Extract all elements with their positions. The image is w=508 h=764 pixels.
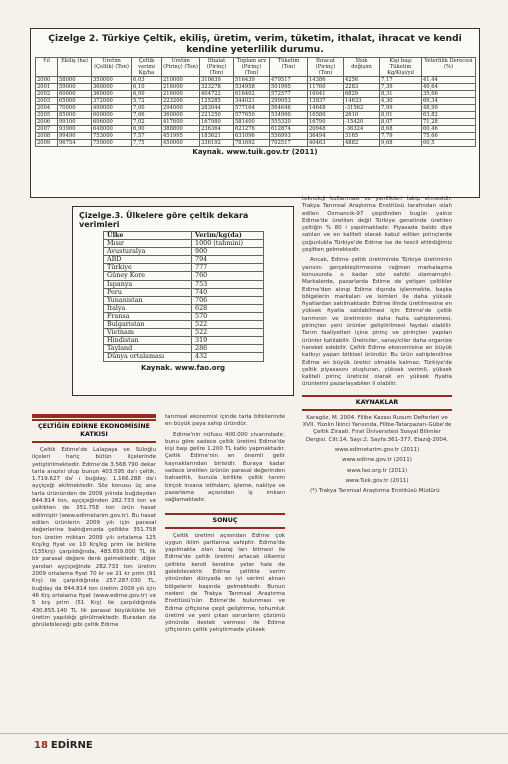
table-cell: 564646 <box>270 105 308 112</box>
table-cell: 48,99 <box>422 105 476 112</box>
paragraph: Edirne'nin nüfusu 400.000 civarındadır, bunu göre sadece çeltik üretimi Edirne'de kişi başı gelire 1.200 TL katkı yapmaktadır. Çeltik Edirne'nin en önemli gelir kaynaklarından birisidir. Buraya kadar sadece üretilen ürünün parasal değerinden bahsettik, bunula birlikte çeltik tarımı birçok insana istihdam, işleme, nakliye ve pazarlama açısından iş imkanı sağlamaktadır. <box>165 431 285 504</box>
table-cell: Mısır <box>104 240 192 248</box>
table-cell: 450000 <box>162 140 200 147</box>
paragraph: tarımsal ekonomisi içinde tarla bitkilerinde en büyük paya sahip üründür. <box>165 414 285 428</box>
table-cell: Peru <box>104 288 192 296</box>
table-cell: 577164 <box>234 105 270 112</box>
table-cell: 556993 <box>270 133 308 140</box>
table-cell: 777 <box>192 264 264 272</box>
reference-item: www.edirnetarim.gov.tr (2011) <box>334 446 420 453</box>
table-cell: 69,34 <box>422 98 476 105</box>
page-footer <box>34 740 93 751</box>
table3-box <box>72 206 294 396</box>
table-cell: 223200 <box>162 98 200 105</box>
table-cell: 534990 <box>270 112 308 119</box>
paragraph: Çeltik üretimi açısından Edirne çok uygun iklim şartlarına sahiptir. Edirne'de yapılmakta olan baraj ları bitmesi ile Edirne'de çeltik üretimi artacak ülkemiz çeltikte kendi kendine yeter hale de gelebilecektir. Edirne çeltikte verim yönünden dünyada en iyi verimi alınan bölgelerin başında gelmektedir. Bunun nedeni de Trakya Tarımsal Araştırma Enstitüsü'nün Edirne'de bulunması ve Edirne çiftçisine çeşit geliştirme, tohumluk üretimi ve yeni çıkan sorunların çözümü yönünde destek vermesi ile Edirne çiftçisinin çeltik yetiştirmede yüksek <box>165 532 285 634</box>
table-cell: 16580 <box>308 112 344 119</box>
table-cell: 4256 <box>344 77 380 84</box>
table2-box <box>30 28 480 198</box>
table2-header-cell: Üretim (Pirinç) (Ton) <box>162 58 200 77</box>
table-cell: 7,00 <box>132 105 162 112</box>
table-cell: İspanya <box>104 280 192 288</box>
table-cell: 294000 <box>162 105 200 112</box>
table-cell: 612874 <box>270 126 308 133</box>
table-cell: 451995 <box>162 133 200 140</box>
left-column <box>32 414 156 632</box>
page-number: 18 <box>34 740 48 751</box>
table-row <box>36 133 476 140</box>
table-cell: 490000 <box>92 105 132 112</box>
table-cell: 6,00 <box>132 91 162 98</box>
table-cell: 2006 <box>36 119 58 126</box>
paragraph: Ancak, Edirne çeltik üretiminde Türkiye üretiminin yarısını gerçekleştirmesine rağmen markalaşma konusunda o kadar söz sahibi olamamıştır. Markalerde, pazarlarda Edirne de yetişen çeltikler Edirne'den alınıp Edirne dışında işlenmekte, başka bölgelerin markaları ve isimleri ile daha yüksek fiyatlardan satılmaktadır. Edirne ilinde üretilmesine en yüksek fiyatla satılabilmesi için Edirne'de çeltik tarımının ve üretiminin daha fazla sahiplenmesi, pirinçten yeni ürünler geliştirilmesi faydalı olabilir. Tarım faaliyetleri içine pirinç ve pirinçten yapılan ürünler katılabilir. Üreticiler, sanayiciler daha organize hareket edebilir. Çeltik Edirne ekonomisine en büyük katkıyı yapan bitkisel üründür. Bu ürün sahiplenilirse Edirne en büyük üretici olmakla kalmaz, Türkiye'de çeltik piyasasını oluşturan, yüksek verimli, yüksek kaliteli pirinç üreticisi olarak en yüksek fiyatla ürünlerini pazarlayabilen il olabilir. <box>302 257 452 388</box>
table-cell: Hindistan <box>104 337 192 345</box>
table-cell: 7,57 <box>132 133 162 140</box>
table-cell: 125285 <box>200 98 234 105</box>
table-cell: 1000 (tahmini) <box>192 240 264 248</box>
table-cell: 501995 <box>270 84 308 91</box>
magazine-name: EDİRNE <box>50 740 93 751</box>
table-cell: 360000 <box>92 84 132 91</box>
reference-item: www.Tuik.gov.tr (2011) <box>345 477 409 484</box>
table-cell: 319 <box>192 337 264 345</box>
table-row <box>36 112 476 119</box>
table-row <box>36 105 476 112</box>
table3 <box>103 231 264 362</box>
table-row <box>36 98 476 105</box>
table-cell: 6829 <box>344 91 380 98</box>
table-cell: 14648 <box>308 105 344 112</box>
table-cell: 753 <box>192 280 264 288</box>
table-cell: 11760 <box>308 84 344 91</box>
table-cell: 702517 <box>270 140 308 147</box>
table-cell: 35,66 <box>422 91 476 98</box>
table-cell: 13937 <box>308 98 344 105</box>
table-cell: 2610 <box>344 112 380 119</box>
table-cell: 5,72 <box>132 98 162 105</box>
table-row <box>36 84 476 91</box>
table-cell: 750000 <box>92 140 132 147</box>
table-cell: 4,30 <box>380 98 422 105</box>
table-cell: 2001 <box>36 84 58 91</box>
table2-header-cell: İhracat (Pirinç) (Ton) <box>308 58 344 77</box>
table-cell: 350000 <box>92 77 132 84</box>
table-row <box>104 353 264 361</box>
table-cell: 310639 <box>200 77 234 84</box>
table-row <box>104 272 264 280</box>
table-cell: 534958 <box>234 84 270 91</box>
table-cell: 60000 <box>58 91 92 98</box>
table-row <box>36 140 476 147</box>
table-cell: 65000 <box>58 98 92 105</box>
table-cell: 794 <box>192 256 264 264</box>
table-cell: Vietnam <box>104 329 192 337</box>
table-row <box>104 296 264 304</box>
table2-header-row <box>36 58 476 77</box>
table-cell: Avusturalya <box>104 248 192 256</box>
table-cell: 60,5 <box>422 140 476 147</box>
table-cell: 96754 <box>58 140 92 147</box>
reference-item: www.fao.org.tr (2011) <box>346 467 408 474</box>
table-cell: 7,02 <box>132 119 162 126</box>
table-cell: 99490 <box>58 133 92 140</box>
table-cell: 2004 <box>36 105 58 112</box>
table-cell: 9,68 <box>380 140 422 147</box>
table-cell: 323278 <box>200 84 234 91</box>
table-row <box>104 248 264 256</box>
table-cell: 6,10 <box>132 84 162 91</box>
table-cell: 581400 <box>234 119 270 126</box>
table-cell: 40463 <box>308 140 344 147</box>
table2-header-cell: Tüketim (Ton) <box>270 58 308 77</box>
author-footnote: (*) Trakya Tarımsal Araştırma Enstitüsü Müdürü <box>310 488 440 495</box>
table2-header-cell: Stok değişim <box>344 58 380 77</box>
paragraph: teknoloji kullanması ve yenilikleri takip etmesidir. Trakya Tarımsal Araştırma Enstitüsü tarafından ıslah edilen Osmancık-97 çeşidinden bugün yalnız Edirne'de üretilen değil Türkiye genelinde üretilen çeltiğin % 80 i yapılmaktadır. Piyasada baldo diye satılan ve en kaliteli olarak kabul edilen pirinçlerde çoğunlukla Türkiye'de Edirne ise de tescil ettirdiğimiz çeşitten gelmektedir. <box>302 196 452 254</box>
section-heading-economy: ÇELTİĞİN EDİRNE EKONOMİSİNE KATKISI <box>32 419 156 443</box>
table-cell: 7,06 <box>132 112 162 119</box>
table2 <box>35 57 476 147</box>
table-cell: 2005 <box>36 112 58 119</box>
table3-header-cell: Ülke <box>104 232 192 240</box>
table-cell: 85000 <box>58 112 92 119</box>
table-cell: 479517 <box>270 77 308 84</box>
table-cell: 570 <box>192 312 264 320</box>
table-cell: 616402 <box>234 91 270 98</box>
table-cell: 4882 <box>344 140 380 147</box>
table-cell: ABD <box>104 256 192 264</box>
table3-title: Çizelge.3. Ülkelere göre çeltik dekara verimleri <box>79 211 249 229</box>
table-cell: 59000 <box>58 84 92 91</box>
section-heading-references: KAYNAKLAR <box>302 395 452 411</box>
reference-item: Karagöz, M. 2004. Filibe Kazası Rusum Defterleri ve XVII. Yüzılın İkinci Yarısında, Filibe-Tatarpazarı-Gübe'de Çeltik Ziraati. Fırat Üniversitesi Sosyal Bilimler Dergisi. Cilt:14, Sayı:2, Sayfa:361-377, Elazığ-2004. <box>302 414 452 443</box>
table-cell: 41,44 <box>422 77 476 84</box>
table-cell: 210000 <box>162 77 200 84</box>
table-cell: Tayland <box>104 345 192 353</box>
table-cell: 40,64 <box>422 84 476 91</box>
table-row <box>104 280 264 288</box>
table-cell: 221250 <box>200 112 234 119</box>
table2-header-cell: Çeltik verimi Kg/ha <box>132 58 162 77</box>
table-cell: 216000 <box>162 91 200 98</box>
table2-header-cell: Yıl <box>36 58 58 77</box>
table-cell: 628 <box>192 304 264 312</box>
table-row <box>36 126 476 133</box>
table-cell: 360000 <box>92 91 132 98</box>
table-cell: 60,46 <box>422 126 476 133</box>
table-cell: Dünya ortalaması <box>104 353 192 361</box>
table-cell: 2003 <box>36 98 58 105</box>
table-cell: 522 <box>192 329 264 337</box>
table-cell: 8,07 <box>380 119 422 126</box>
table-cell: 7,17 <box>380 77 422 84</box>
table3-header-cell: Verim/kg(da) <box>192 232 264 240</box>
table-cell: 2009 <box>36 140 58 147</box>
table-cell: Güney Kore <box>104 272 192 280</box>
table-cell: 621276 <box>234 126 270 133</box>
table2-title: Çizelge 2. Türkiye Çeltik, ekiliş, üretim, verim, tüketim, ithalat, ihracat ve kendi kendine yeterlilik durumu. <box>48 33 462 55</box>
table-cell: 2008 <box>36 133 58 140</box>
table3-source: Kaynak. www.fao.org <box>140 363 226 372</box>
table-cell: 577650 <box>234 112 270 119</box>
table-cell: 600000 <box>92 112 132 119</box>
table-cell: 2283 <box>344 84 380 91</box>
references-list <box>302 415 452 485</box>
table-cell: 7,79 <box>380 133 422 140</box>
table-cell: 58000 <box>58 77 92 84</box>
table-cell: 753000 <box>92 133 132 140</box>
table-cell: 7,39 <box>380 84 422 91</box>
table2-header-cell: Kişi başı Tüketim Kg/Kişi/yıl <box>380 58 422 77</box>
table-cell: 404722 <box>200 91 234 98</box>
table-cell: 388800 <box>162 126 200 133</box>
table-cell: 417600 <box>162 119 200 126</box>
table-cell: 7,99 <box>380 105 422 112</box>
table-cell: Bulgaristan <box>104 321 192 329</box>
table-cell: 372000 <box>92 98 132 105</box>
table-row <box>36 119 476 126</box>
table-cell: 236364 <box>200 126 234 133</box>
table-cell: 516439 <box>234 77 270 84</box>
table-cell: İtalya <box>104 304 192 312</box>
footer-divider <box>0 733 508 734</box>
table-cell: 2007 <box>36 126 58 133</box>
table-cell: 555320 <box>270 119 308 126</box>
table-cell: Yunanistan <box>104 296 192 304</box>
table-cell: 6,03 <box>132 77 162 84</box>
right-column <box>302 196 452 498</box>
table-cell: 20948 <box>308 126 344 133</box>
table-cell: 631096 <box>234 133 270 140</box>
table-cell: 14633 <box>344 98 380 105</box>
table-cell: 900 <box>192 248 264 256</box>
table-cell: -15420 <box>344 119 380 126</box>
table-cell: 70000 <box>58 105 92 112</box>
table-cell: -36324 <box>344 126 380 133</box>
table-cell: 71,28 <box>422 119 476 126</box>
table-cell: 696000 <box>92 119 132 126</box>
table-row <box>36 91 476 98</box>
table-cell: 286 <box>192 345 264 353</box>
table2-header-cell: Toplam arz (Pirinç) (Ton) <box>234 58 270 77</box>
table-cell: 7,75 <box>132 140 162 147</box>
table2-source: Kaynak. www.tuik.gov.tr (2011) <box>192 148 318 156</box>
table-cell: 75,66 <box>422 133 476 140</box>
table-row <box>36 77 476 84</box>
heading-bar <box>32 414 156 418</box>
table-cell: 2002 <box>36 91 58 98</box>
table-cell: 760 <box>192 272 264 280</box>
table-cell: 360000 <box>162 112 200 119</box>
table-cell: 3165 <box>344 133 380 140</box>
table-cell: 6,90 <box>132 126 162 133</box>
table-cell: 781692 <box>234 140 270 147</box>
middle-column <box>165 414 285 638</box>
table-cell: 93900 <box>58 126 92 133</box>
section-heading-conclusion: SONUÇ <box>165 513 285 529</box>
table2-header-cell: Yeterlilik Derecesi (%) <box>422 58 476 77</box>
table-cell: 99100 <box>58 119 92 126</box>
table-cell: 283044 <box>200 105 234 112</box>
table-cell: 648000 <box>92 126 132 133</box>
table-cell: Türkiye <box>104 264 192 272</box>
table-cell: Fransa <box>104 312 192 320</box>
paragraph: Çeltik Edirne'de Lalapaşa ve Süloğlu ilçeleri hariç bütün ilçelerinde yetiştirilmektedir. Edirne'de 3.568.790 dekar tarla arazisi olup bunun 403.595 da'ı çeltik, 1.719.627 da' ı buğday, 1.166.288 da'ı ayçiçeği ekilmektedir. Söz konusu üç ana tarla ürününden de 2009 yılında buğdaydan 844.814 ton, ayçiçeğinden 282.733 ton ve çeltikten de 351.758 ton ürün hasat edilmiştir (www.edirnetarim.gov.tr). Bu hasat edilen ürünlerin 2009 yılı için parasal değerlerine baktığımızda çeltikte 351.758 ton üretim miktarı 2009 yılı ortalama 125 Krş/kg fiyat ve 10 Krş/kg prim ile birlikte (135krş) çarpıldığında, 483.659.000 TL lik bir parasal değere denk gelmektedir, diğer yandan ayçiçeğinde 282.733 ton üretim 2009 ortalama fiyat 70 kr ve 21 kr prim (91 Krş) ile çarpıldığında 257.287.030 TL, buğday da 844.814 ton üretim 2009 yılı için 46 Krş ortalama fiyat (www.edirne.gov.tr) ve 5 krş prim (51 Krş) ile çarpıldığında 430.855.140 TL lik parasal büyüklükte bir üretim yapıldığı görülmektedir. Buradan da görülebileceği gibi çeltik Edirne <box>32 447 156 629</box>
table-cell: 299953 <box>270 98 308 105</box>
table2-header-cell: Üretim (Çeltik) (Ton) <box>92 58 132 77</box>
table-cell: 336192 <box>200 140 234 147</box>
table-cell: 8,01 <box>380 112 422 119</box>
table-cell: 16041 <box>308 91 344 98</box>
table2-header-cell: Ekiliş (ha) <box>58 58 92 77</box>
table-cell: 167980 <box>200 119 234 126</box>
table-cell: 740 <box>192 288 264 296</box>
table2-header-cell: İthalat (Pirinç) (Ton) <box>200 58 234 77</box>
table-cell: 183621 <box>200 133 234 140</box>
table-cell: 432 <box>192 353 264 361</box>
table-cell: 706 <box>192 296 264 304</box>
table-cell: 8,68 <box>380 126 422 133</box>
table-cell: 522 <box>192 321 264 329</box>
table-cell: 36494 <box>308 133 344 140</box>
table-cell: 63,82 <box>422 112 476 119</box>
table-cell: 2000 <box>36 77 58 84</box>
table-cell: 8,31 <box>380 91 422 98</box>
table-cell: 344021 <box>234 98 270 105</box>
table-cell: 572577 <box>270 91 308 98</box>
table-cell: -31562 <box>344 105 380 112</box>
table-cell: 14386 <box>308 77 344 84</box>
table-cell: 216000 <box>162 84 200 91</box>
reference-item: www.edirne.gov.tr (2011) <box>342 457 412 464</box>
table-cell: 16790 <box>308 119 344 126</box>
